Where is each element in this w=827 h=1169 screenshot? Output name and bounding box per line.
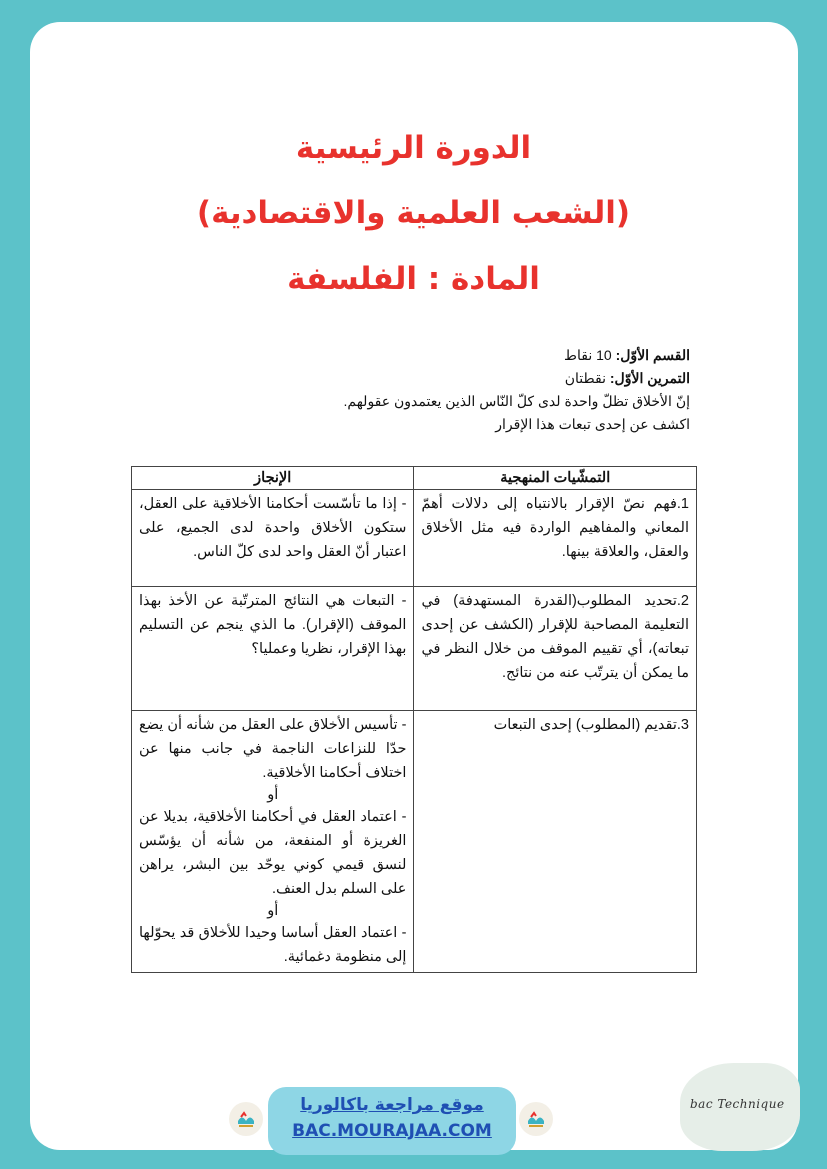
method-cell-1: 1.فهم نصّ الإقرار بالانتباه إلى دلالات أهمّ المعاني والمفاهيم الواردة فيه مثل الأخلاق والعقل، والعلاقة بينها. [414,490,697,587]
table-header-row [132,467,697,490]
site-logo-icon [229,1102,263,1136]
exercise-intro [270,344,690,436]
header-method: التمشّيات المنهجية [414,467,697,490]
streams-title: (الشعب العلمية والاقتصادية) [196,195,631,231]
answer-cell-1: - إذا ما تأسّست أحكامنا الأخلاقية على العقل، ستكون الأخلاق واحدة لدى الجميع، على اعتبار أنّ العقل واحد لدى كلّ الناس. [132,490,414,587]
exercise-line [270,367,690,390]
answer-cell-2: - التبعات هي النتائج المترتّبة عن الأخذ بهذا الموقف (الإقرار). ما الذي ينجم عن التسليم بهذا الإقرار، نظريا وعمليا؟ [132,587,414,711]
method-cell-3: 3.تقديم (المطلوب) إحدى التبعات [414,711,697,973]
table-row [132,490,697,587]
or-separator: أو [267,903,279,919]
header-answer: الإنجاز [132,467,414,490]
site-name-link[interactable]: موقع مراجعة باكالوريا [300,1095,484,1115]
consequence-1: - تأسيس الأخلاق على العقل من شأنه أن يضع حدّا للنزاعات الناجمة في جانب منها عن اختلاف أحكامنا الأخلاقية. [139,717,407,781]
or-separator: أو [267,787,279,803]
stamp-text: bac Technique [690,1097,785,1111]
section-line [270,344,690,367]
consequence-2: - اعتماد العقل في أحكامنا الأخلاقية، بديلا عن الغريزة أو المنفعة، من شأنه أن يؤسّس لنسق قيمي كوني يوحّد بين البشر، يراهن على السلم بدل العنف. [139,809,407,897]
exam-session-title: الدورة الرئيسية [295,130,532,166]
site-banner[interactable] [268,1087,516,1155]
subject-title: المادة : الفلسفة [287,261,540,297]
consequence-3: - اعتماد العقل أساسا وحيدا للأخلاق قد يحوّلها إلى منظومة دغمائية. [139,925,407,965]
exercise-label: التمرين الأوّل: [609,370,690,386]
task-text: اكشف عن إحدى تبعات هذا الإقرار [495,416,690,432]
table-row [132,711,697,973]
method-cell-2: 2.تحديد المطلوب(القدرة المستهدفة) في التعليمة المصاحبة للإقرار (الكشف عن إحدى تبعاته)، أي تقييم الموقف من خلال النظر في ما يمكن أن يترتّب عنه من نتائج. [414,587,697,711]
exercise-points: نقطتان [564,370,610,386]
bac-technique-stamp [680,1063,800,1151]
site-logo-icon [519,1102,553,1136]
site-url-link[interactable]: BAC.MOURAJAA.COM [292,1121,492,1141]
section-label: القسم الأوّل: [615,347,690,363]
answer-cell-3 [132,711,414,973]
statement-text: إنّ الأخلاق تظلّ واحدة لدى كلّ النّاس الذين يعتمدون عقولهم. [343,393,690,409]
section-points: 10 نقاط [564,347,616,363]
answer-table [131,466,697,973]
table-row [132,587,697,711]
